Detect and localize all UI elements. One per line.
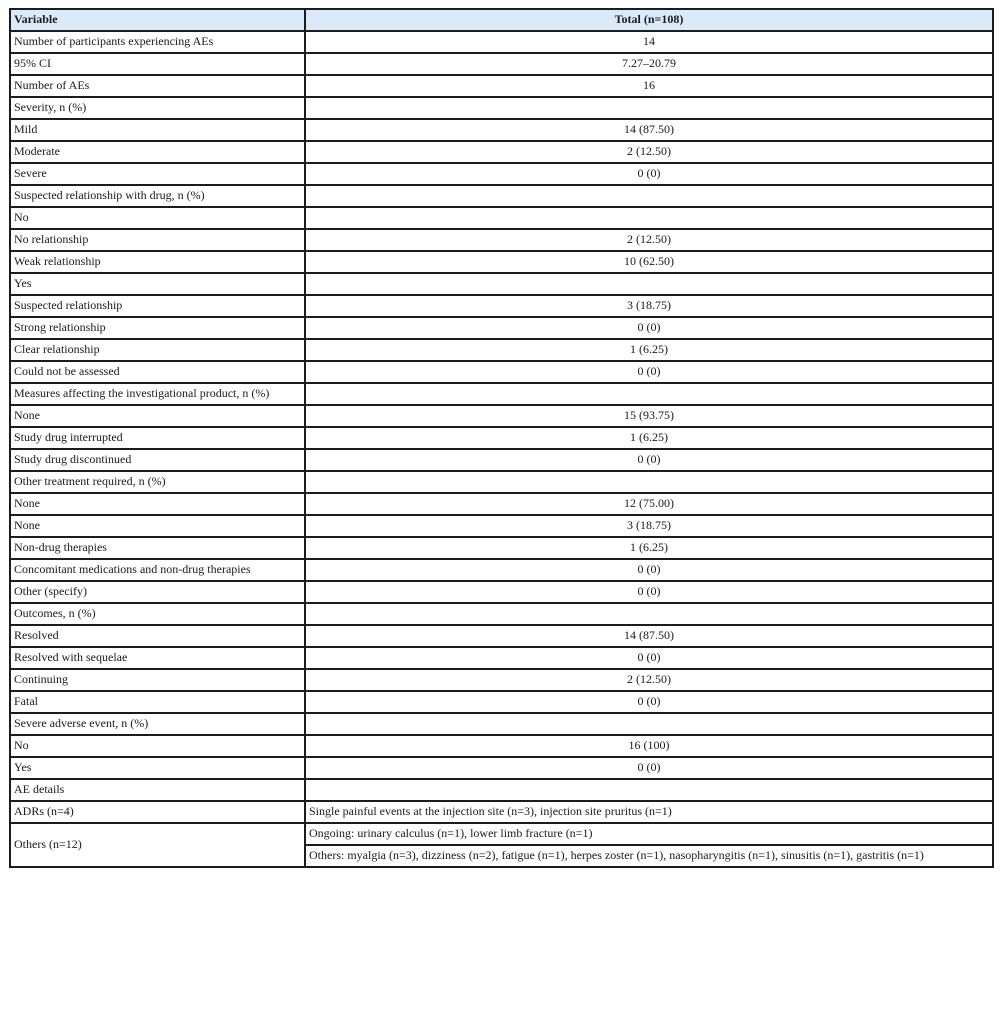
row-label: None: [10, 405, 305, 427]
row-value: 0 (0): [305, 317, 993, 339]
row-value: 3 (18.75): [305, 515, 993, 537]
table-row-adrs: [10, 801, 993, 823]
row-label: Resolved: [10, 625, 305, 647]
row-value: 14 (87.50): [305, 625, 993, 647]
row-value: 0 (0): [305, 361, 993, 383]
table-row: [10, 515, 993, 537]
table-header-row: [10, 9, 993, 31]
table-row: [10, 537, 993, 559]
row-value: 14 (87.50): [305, 119, 993, 141]
table-row: [10, 163, 993, 185]
table-row: [10, 97, 993, 119]
row-label: No: [10, 735, 305, 757]
row-label: Suspected relationship: [10, 295, 305, 317]
row-value: 15 (93.75): [305, 405, 993, 427]
row-label: Yes: [10, 273, 305, 295]
row-label: 95% CI: [10, 53, 305, 75]
row-value: 1 (6.25): [305, 339, 993, 361]
header-variable: Variable: [10, 9, 305, 31]
row-value: [305, 273, 993, 295]
table-row: [10, 735, 993, 757]
header-total: Total (n=108): [305, 9, 993, 31]
table-row: [10, 361, 993, 383]
row-value: [305, 713, 993, 735]
row-value: [305, 471, 993, 493]
row-label: Other treatment required, n (%): [10, 471, 305, 493]
row-label: ADRs (n=4): [10, 801, 305, 823]
row-value: 14: [305, 31, 993, 53]
row-value: 3 (18.75): [305, 295, 993, 317]
row-value: [305, 779, 993, 801]
row-label: Non-drug therapies: [10, 537, 305, 559]
table-body: [10, 31, 993, 867]
row-label: No relationship: [10, 229, 305, 251]
table-row: [10, 581, 993, 603]
table-row: [10, 493, 993, 515]
row-label: Resolved with sequelae: [10, 647, 305, 669]
row-value: 2 (12.50): [305, 669, 993, 691]
row-value: 2 (12.50): [305, 141, 993, 163]
row-value: 0 (0): [305, 581, 993, 603]
row-label: Clear relationship: [10, 339, 305, 361]
table-row: [10, 647, 993, 669]
table-row: [10, 449, 993, 471]
table-row: [10, 141, 993, 163]
table-row: [10, 625, 993, 647]
row-value: 2 (12.50): [305, 229, 993, 251]
row-label: Outcomes, n (%): [10, 603, 305, 625]
row-label: Severity, n (%): [10, 97, 305, 119]
row-value: [305, 185, 993, 207]
table-row: [10, 317, 993, 339]
row-value: 1 (6.25): [305, 537, 993, 559]
row-label: Strong relationship: [10, 317, 305, 339]
row-value: 0 (0): [305, 757, 993, 779]
row-value: 0 (0): [305, 691, 993, 713]
row-label: None: [10, 515, 305, 537]
table-row: [10, 713, 993, 735]
row-value: 0 (0): [305, 559, 993, 581]
table-row: [10, 603, 993, 625]
row-label: No: [10, 207, 305, 229]
row-label: Moderate: [10, 141, 305, 163]
row-label: Others (n=12): [10, 823, 305, 867]
table-row: [10, 779, 993, 801]
table-row: [10, 207, 993, 229]
row-value: 12 (75.00): [305, 493, 993, 515]
table-row: [10, 251, 993, 273]
table-row: [10, 75, 993, 97]
row-label: Concomitant medications and non-drug therapies: [10, 559, 305, 581]
row-value: 1 (6.25): [305, 427, 993, 449]
row-value: 0 (0): [305, 449, 993, 471]
row-label: Other (specify): [10, 581, 305, 603]
table-row: [10, 53, 993, 75]
table-row: [10, 295, 993, 317]
row-label: Study drug interrupted: [10, 427, 305, 449]
row-label: None: [10, 493, 305, 515]
row-label: Yes: [10, 757, 305, 779]
row-value: 16: [305, 75, 993, 97]
row-value: [305, 97, 993, 119]
table-row: [10, 31, 993, 53]
row-label: Measures affecting the investigational product, n (%): [10, 383, 305, 405]
row-label: Severe adverse event, n (%): [10, 713, 305, 735]
table-row: [10, 427, 993, 449]
row-value: 16 (100): [305, 735, 993, 757]
row-value: 0 (0): [305, 163, 993, 185]
row-label: Number of participants experiencing AEs: [10, 31, 305, 53]
row-value: Ongoing: urinary calculus (n=1), lower limb fracture (n=1): [305, 823, 993, 845]
table-row: [10, 339, 993, 361]
row-label: Suspected relationship with drug, n (%): [10, 185, 305, 207]
row-label: Study drug discontinued: [10, 449, 305, 471]
row-label: Number of AEs: [10, 75, 305, 97]
table-row: [10, 691, 993, 713]
row-label: AE details: [10, 779, 305, 801]
table-row-others-ongoing: [10, 823, 993, 845]
row-label: Weak relationship: [10, 251, 305, 273]
row-value: [305, 383, 993, 405]
row-value: Single painful events at the injection site (n=3), injection site pruritus (n=1): [305, 801, 993, 823]
row-value: 0 (0): [305, 647, 993, 669]
table-row: [10, 471, 993, 493]
row-label: Severe: [10, 163, 305, 185]
table-row: [10, 559, 993, 581]
row-value: 10 (62.50): [305, 251, 993, 273]
table-row: [10, 405, 993, 427]
table-row: [10, 757, 993, 779]
table-row: [10, 273, 993, 295]
row-value: Others: myalgia (n=3), dizziness (n=2), fatigue (n=1), herpes zoster (n=1), nasopharyngitis (n=1), sinusitis (n=1), gastritis (n=1): [305, 845, 993, 867]
row-label: Continuing: [10, 669, 305, 691]
row-value: [305, 207, 993, 229]
table-row: [10, 229, 993, 251]
table-row: [10, 119, 993, 141]
ae-summary-table: [9, 8, 994, 868]
table-row: [10, 669, 993, 691]
table-row: [10, 383, 993, 405]
row-value: [305, 603, 993, 625]
row-label: Mild: [10, 119, 305, 141]
row-label: Could not be assessed: [10, 361, 305, 383]
row-label: Fatal: [10, 691, 305, 713]
table-row: [10, 185, 993, 207]
row-value: 7.27–20.79: [305, 53, 993, 75]
